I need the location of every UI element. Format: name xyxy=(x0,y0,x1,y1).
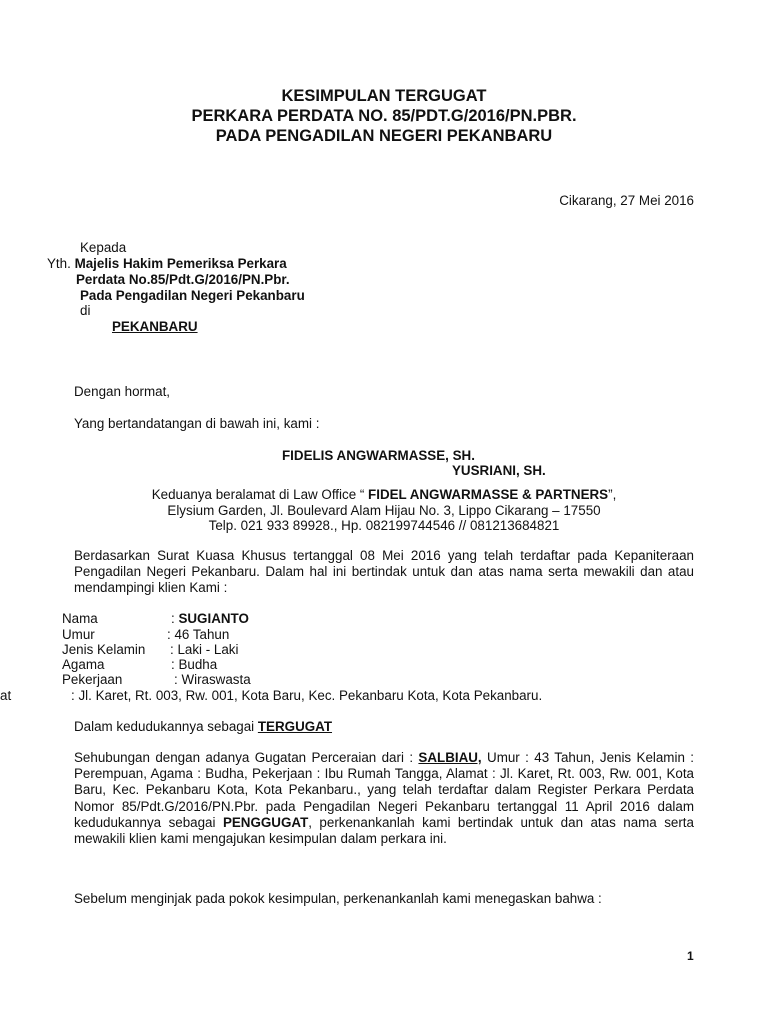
addressee-line3: Pada Pengadilan Negeri Pekanbaru xyxy=(80,288,305,303)
closing-text: Sebelum menginjak pada pokok kesimpulan, perkenankanlah kami menegaskan bahwa : xyxy=(74,891,602,906)
client-job-value: Wiraswasta xyxy=(181,672,251,687)
client-job-label: Pekerjaan xyxy=(62,672,123,687)
page-number: 1 xyxy=(687,949,694,963)
client-name-row: : SUGIANTO xyxy=(171,611,249,626)
lawsuit-text-3: , perkenankanlah kami bertindak untuk dan atas nama serta mewakili klien kami mengajukan kesimpulan dalam perkara ini. xyxy=(74,814,694,847)
plaintiff-name: SALBIAU, xyxy=(418,750,482,765)
client-job-row: : Wiraswasta xyxy=(174,672,251,687)
letter-date: Cikarang, 27 Mei 2016 xyxy=(559,193,694,208)
position-line xyxy=(74,719,332,735)
client-age-row: : 46 Tahun xyxy=(167,627,230,642)
client-religion-row: : Budha xyxy=(171,657,218,672)
client-religion-value: Budha xyxy=(178,657,218,672)
case-number-heading: PERKARA PERDATA NO. 85/PDT.G/2016/PN.PBR. xyxy=(191,107,577,125)
client-name-label: Nama xyxy=(62,611,98,626)
addressee-yth xyxy=(47,256,287,272)
lawsuit-text-2: Umur : 43 Tahun, Jenis Kelamin : Perempuan, Agama : Budha, Pekerjaan : Ibu Rumah Tangga, Alamat : Jl. Karet, Rt. 003, Rw. 001, Kota Baru, Kec. Pekanbaru Kota, Kota Pekanbaru., yang telah terdaftar dalam Register Perkara Perdata Nomor 85/Pdt.G/2016/PN.Pbr. pada Pengadilan Negeri Pekanbaru tertanggal 11 April 2016 dalam kedudukannya sebagai xyxy=(74,750,694,830)
office-line xyxy=(0,487,768,503)
client-gender-value: Laki - Laki xyxy=(177,642,239,657)
office-phone: Telp. 021 933 89928., Hp. 082199744546 // 081213684821 xyxy=(208,518,560,533)
client-address-label: at xyxy=(0,688,12,703)
client-gender-row: : Laki - Laki xyxy=(170,642,239,657)
client-age-label: Umur xyxy=(62,627,95,642)
office-address: Elysium Garden, Jl. Boulevard Alam Hijau No. 3, Lippo Cikarang – 17550 xyxy=(167,503,601,518)
client-gender-label: Jenis Kelamin xyxy=(62,642,146,657)
lawyer-name-2: YUSRIANI, SH. xyxy=(452,463,546,478)
intro-text: Yang bertandatangan di bawah ini, kami : xyxy=(74,416,320,431)
lawsuit-text-1: Sehubungan dengan adanya Gugatan Perceraian dari : xyxy=(74,750,419,765)
addressee-line1: Majelis Hakim Pemeriksa Perkara xyxy=(74,256,287,271)
firm-name: FIDEL ANGWARMASSE & PARTNERS xyxy=(368,487,609,502)
paragraph-power-of-attorney: Berdasarkan Surat Kuasa Khusus tertanggal 08 Mei 2016 yang telah terdaftar pada Kepaniteraan Pengadilan Negeri Pekanbaru. Dalam hal ini bertindak untuk dan atas nama serta mewakili dan atau mendampingi klien Kami : xyxy=(74,548,694,596)
client-address-row: : Jl. Karet, Rt. 003, Rw. 001, Kota Baru, Kec. Pekanbaru Kota, Kota Pekanbaru. xyxy=(71,688,543,703)
client-name-value: SUGIANTO xyxy=(178,611,249,626)
position-role: TERGUGAT xyxy=(257,719,333,734)
addressee-di: di xyxy=(80,303,91,318)
addressee-city: PEKANBARU xyxy=(112,319,198,334)
client-religion-label: Agama xyxy=(62,657,105,672)
addressee-kepada: Kepada xyxy=(80,240,127,255)
plaintiff-role: PENGGUGAT xyxy=(222,814,309,830)
office-prefix: Keduanya beralamat di Law Office “ xyxy=(151,487,369,502)
position-prefix: Dalam kedudukannya sebagai xyxy=(74,719,258,734)
greeting: Dengan hormat, xyxy=(74,384,171,399)
addressee-line2: Perdata No.85/Pdt.G/2016/PN.Pbr. xyxy=(76,272,290,287)
addressee-yth-label: Yth. xyxy=(47,256,71,271)
court-heading: PADA PENGADILAN NEGERI PEKANBARU xyxy=(215,127,553,145)
paragraph-lawsuit xyxy=(74,750,694,847)
document-title: KESIMPULAN TERGUGAT xyxy=(281,87,487,105)
lawyer-name-1: FIDELIS ANGWARMASSE, SH. xyxy=(282,448,475,463)
client-age-value: 46 Tahun xyxy=(174,627,230,642)
client-address-value: Jl. Karet, Rt. 003, Rw. 001, Kota Baru, Kec. Pekanbaru Kota, Kota Pekanbaru. xyxy=(78,688,543,703)
office-suffix: ”, xyxy=(608,487,617,502)
